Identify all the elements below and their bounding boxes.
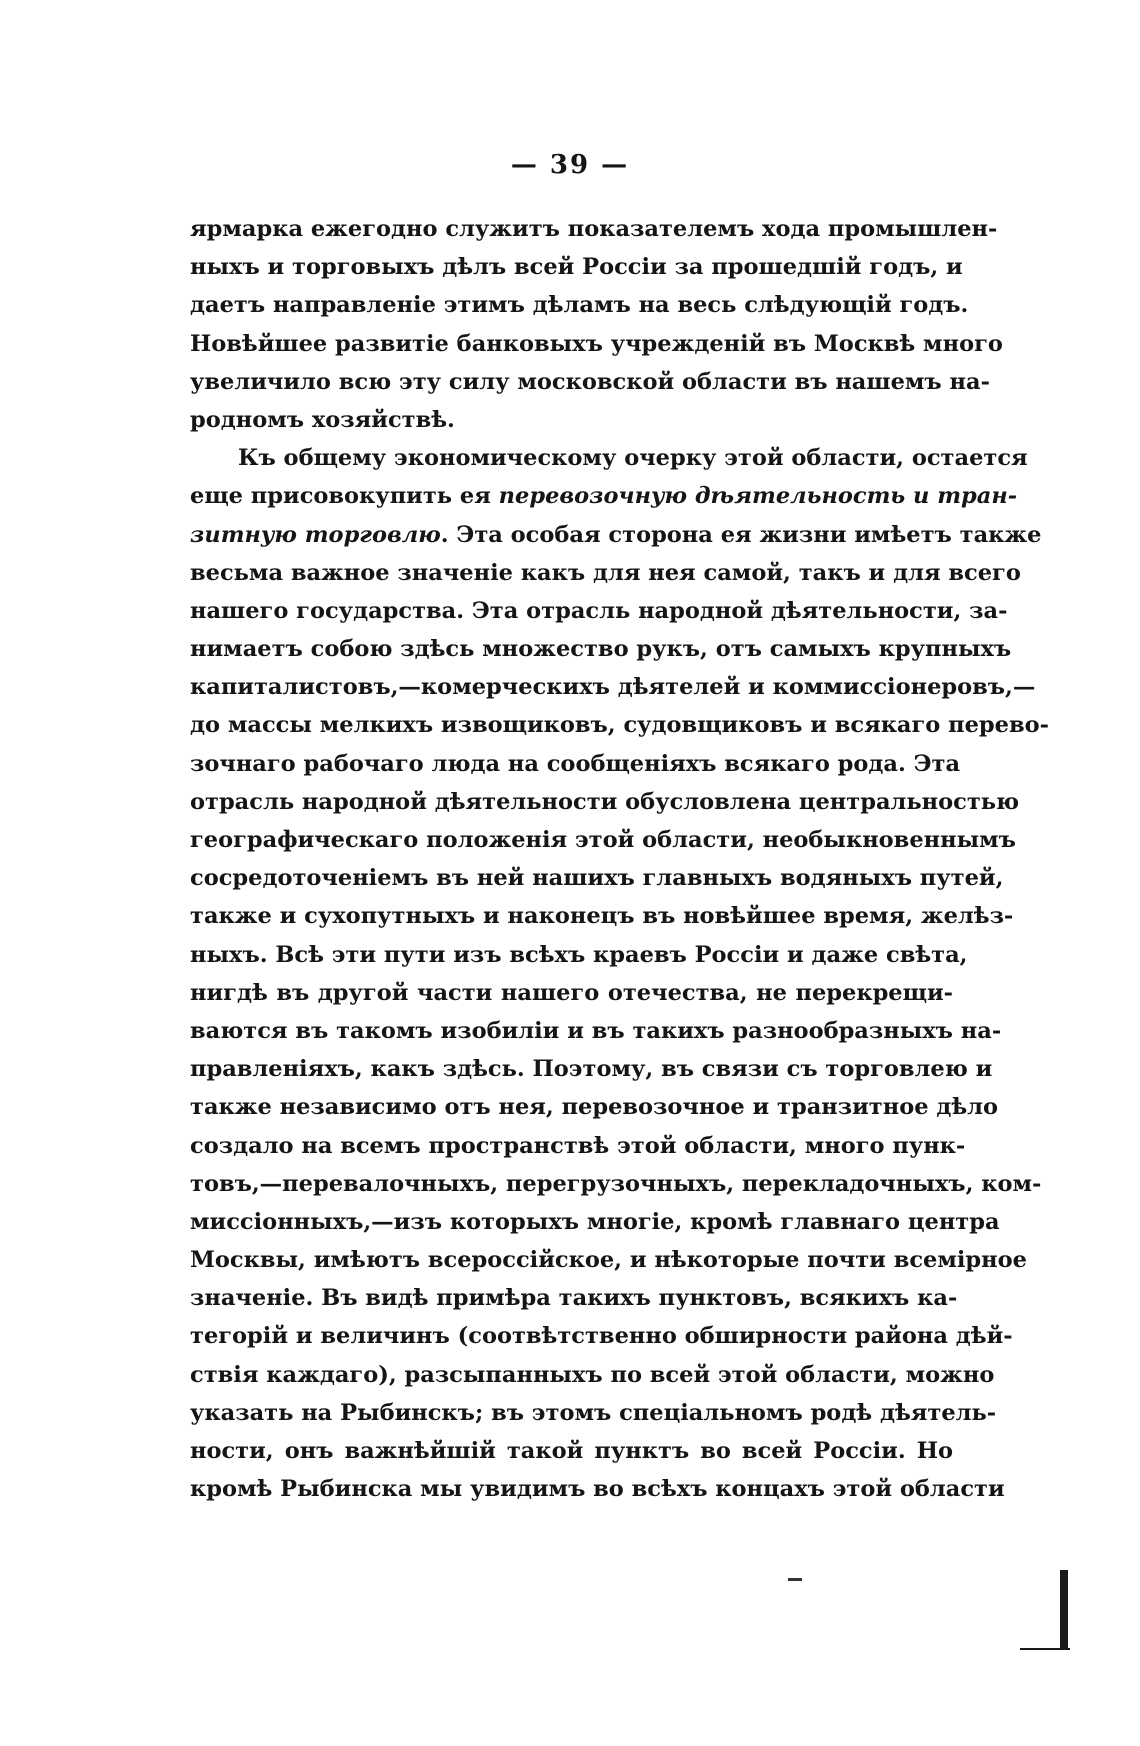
text-fragment: еще присовокупить ея (190, 483, 499, 510)
print-dash-mark (788, 1578, 802, 1581)
text-line: ствія каждаго), разсыпанныхъ по всей этой области, можно (190, 1361, 995, 1388)
text-line: капиталистовъ,—комерческихъ дѣятелей и коммиссіонеровъ,— (190, 674, 1036, 701)
text-line: отрасль народной дѣятельности обусловлена центральностью (190, 788, 1020, 815)
text-line: тегорій и величинъ (соотвѣтственно обширности района дѣй- (190, 1323, 1013, 1350)
body-text (190, 210, 1049, 1508)
page-number: — 39 — (510, 150, 630, 180)
text-line: Новѣйшее развитіе банковыхъ учрежденій въ Москвѣ много (190, 330, 1003, 357)
text-line: нашего государства. Эта отрасль народной дѣятельности, за- (190, 597, 1008, 624)
text-fragment: . Эта особая сторона ея жизни имѣетъ также (440, 521, 1042, 548)
text-line: ярмарка ежегодно служитъ показателемъ хода промышлен- (190, 216, 998, 242)
text-line: зочнаго рабочаго люда на сообщеніяхъ всякаго рода. Эта (190, 750, 961, 777)
scan-edge-mark (1060, 1570, 1068, 1650)
text-line: даетъ направленіе этимъ дѣламъ на весь слѣдующій годъ. (190, 292, 969, 319)
text-line: нигдѣ въ другой части нашего отечества, не перекрещи- (190, 979, 953, 1006)
text-line: значеніе. Въ видѣ примѣра такихъ пунктовъ, всякихъ ка- (190, 1285, 958, 1312)
italic-phrase: перевозочную дѣятельность и тран- (498, 483, 1018, 510)
text-line: увеличило всю эту силу московской области въ нашемъ на- (190, 368, 990, 395)
text-line: создало на всемъ пространствѣ этой области, много пунк- (190, 1132, 966, 1159)
text-line: нимаетъ собою здѣсь множество рукъ, отъ самыхъ крупныхъ (190, 636, 1012, 663)
text-line: ныхъ. Всѣ эти пути изъ всѣхъ краевъ Россіи и даже свѣта, (190, 941, 968, 968)
text-line: также независимо отъ нея, перевозочное и транзитное дѣло (190, 1094, 999, 1121)
text-line: кромѣ Рыбинска мы увидимъ во всѣхъ концахъ этой области (190, 1476, 1005, 1503)
text-line: весьма важное значеніе какъ для нея самой, такъ и для всего (190, 559, 1021, 586)
text-line: ности, онъ важнѣйшій такой пунктъ во всей Россіи. Но (190, 1438, 953, 1464)
text-line: географическаго положенія этой области, необыкновеннымъ (190, 827, 1016, 853)
text-line: Къ общему экономическому очерку этой области, остается (238, 445, 1028, 472)
text-line: товъ,—перевалочныхъ, перегрузочныхъ, перекладочныхъ, ком- (190, 1170, 1042, 1197)
text-line-mixed (190, 516, 1042, 554)
text-line: сосредоточеніемъ въ ней нашихъ главныхъ водяныхъ путей, (190, 865, 1004, 892)
text-line: также и сухопутныхъ и наконецъ въ новѣйшее время, желѣз- (190, 903, 1014, 930)
text-line: ваются въ такомъ изобиліи и въ такихъ разнообразныхъ на- (190, 1017, 1002, 1044)
italic-phrase: зитную торговлю (190, 521, 441, 548)
text-line: миссіонныхъ,—изъ которыхъ многіе, кромѣ главнаго центра (190, 1208, 1000, 1235)
text-line-mixed (190, 477, 1018, 515)
text-line: ныхъ и торговыхъ дѣлъ всей Россіи за прошедшій годъ, и (190, 254, 963, 281)
text-line: правленіяхъ, какъ здѣсь. Поэтому, въ связи съ торговлею и (190, 1056, 993, 1083)
text-line: Москвы, имѣютъ всероссійское, и нѣкоторые почти всемірное (190, 1247, 1027, 1274)
text-line: родномъ хозяйствѣ. (190, 406, 455, 433)
text-line: до массы мелкихъ извощиковъ, судовщиковъ и всякаго перево- (190, 712, 1049, 739)
scan-edge-line (1020, 1648, 1070, 1650)
text-line: указать на Рыбинскъ; въ этомъ спеціальномъ родѣ дѣятель- (190, 1399, 997, 1426)
